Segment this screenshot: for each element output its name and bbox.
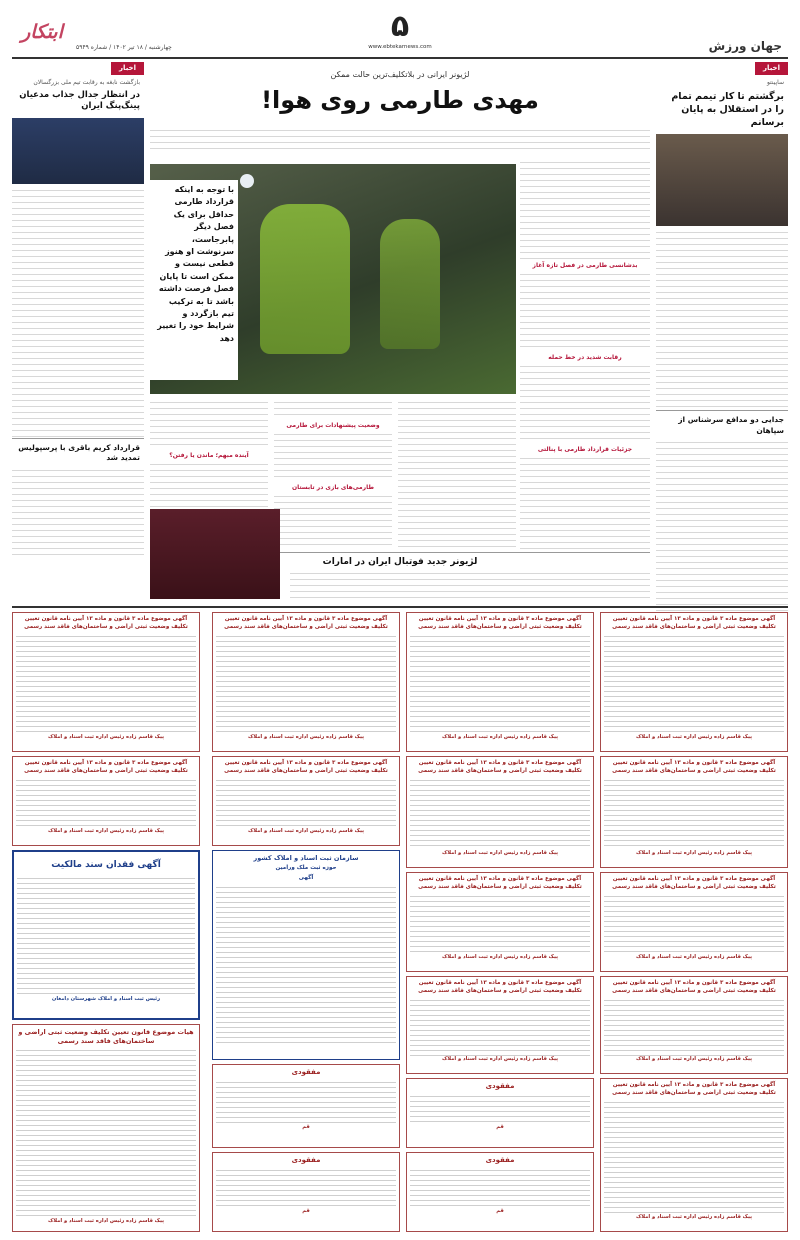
notice-subheading: حوزه ثبت ملک ورامین [275,865,337,872]
notice-footer: پیک قاسم زاده رئیس اداره ثبت اسناد و املاک [635,733,753,740]
notice-footer: پیک قاسم زاده رئیس اداره ثبت اسناد و املاک [441,849,559,856]
classifieds-section [12,612,788,1232]
left-column [12,62,144,602]
notice-heading: آگهی موضوع ماده ۳ قانون و ماده ۱۳ آیین نامه قانون تعیین تکلیف وضعیت ثبتی اراضی و ساختمان‌های فاقد سند رسمی [612,760,776,774]
notice-text [16,634,196,734]
coach-photo [656,134,788,226]
legal-notice [600,612,788,752]
notice-footer: پیک قاسم زاده رئیس اداره ثبت اسناد و املاک [247,733,365,740]
legal-notice [12,1024,200,1232]
notice-text [410,1168,590,1208]
notice-heading: آگهی موضوع ماده ۳ قانون و ماده ۱۳ آیین نامه قانون تعیین تکلیف وضعیت ثبتی اراضی و ساختمان‌های فاقد سند رسمی [224,760,388,774]
notice-footer: قم [302,1207,310,1214]
kicker: ساپینتو [766,79,784,87]
new-player-photo [150,509,280,599]
text-block [274,494,392,550]
registry-notice [212,850,400,1060]
player-figure [380,219,440,349]
legal-notice [212,612,400,752]
notice-heading: هیات موضوع قانون تعیین تکلیف وضعیت ثبتی اراضی و ساختمان‌های فاقد سند رسمی [18,1028,194,1046]
pullquote: با توجه به اینکه قرارداد طارمی حداقل برای یک فصل دیگر پابرجاست، سرنوشت او هنوز قطعی نیست و ممکن است تا پایان فصل فرصت داشته باشد تا به ترکیب تیم بازگردد و شرایط خود را تغییر دهد [150,180,238,380]
notice-text [410,778,590,850]
player-figure [260,204,350,354]
legal-notice [600,872,788,972]
notice-heading: آگهی موضوع ماده ۳ قانون و ماده ۱۳ آیین نامه قانون تعیین تکلیف وضعیت ثبتی اراضی و ساختمان‌های فاقد سند رسمی [24,616,188,630]
legal-notice [406,612,594,752]
legal-notice [600,976,788,1074]
text-block [150,400,268,450]
notice-text [216,1080,396,1124]
text-block [274,432,392,482]
notice-text [216,1168,396,1208]
lost-heading: مفقودی [291,1156,321,1164]
notice-text [410,998,590,1056]
text-col [274,400,392,548]
headline: برگشتم تا کار تیمم تمام را در استقلال به پایان برسانم [671,90,784,129]
legal-notice [12,612,200,752]
masthead-logo: ابتکار [21,21,63,43]
notice-heading: آگهی موضوع ماده ۳ قانون و ماده ۱۳ آیین نامه قانون تعیین تکلیف وضعیت ثبتی اراضی و ساختمان‌های فاقد سند رسمی [612,616,776,630]
notice-heading: آگهی فقدان سند مالکیت [51,860,161,870]
main-kicker: لژیونر ایرانی در بلاتکلیف‌ترین حالت ممکن [330,70,470,79]
notice-footer: پیک قاسم زاده رئیس اداره ثبت اسناد و املاک [441,1055,559,1062]
headline-2: قرارداد کریم باقری با پرسپولیس تمدید شد [12,438,144,465]
lead-paragraph [150,128,650,154]
subhead: بدشانسی طارمی در فصل تازه آغاز [532,262,638,269]
notice-footer: قم [496,1207,504,1214]
right-column [656,62,788,602]
page-number-block [360,10,440,56]
text-block [520,364,650,444]
text-block [290,571,650,601]
site-url: www.ebtekarnews.com [368,44,432,50]
notice-heading: آگهی موضوع ماده ۳ قانون و ماده ۱۳ آیین نامه قانون تعیین تکلیف وضعیت ثبتی اراضی و ساختمان‌های فاقد سند رسمی [612,1082,776,1096]
notice-heading: آگهی موضوع ماده ۳ قانون و ماده ۱۳ آیین نامه قانون تعیین تکلیف وضعیت ثبتی اراضی و ساختمان‌های فاقد سند رسمی [418,616,582,630]
news-tag: اخبار [755,62,788,75]
text-block [398,400,516,548]
news-tag: اخبار [111,62,144,75]
notice-tag: آگهی [298,874,314,881]
notice-heading: آگهی موضوع ماده ۳ قانون و ماده ۱۳ آیین نامه قانون تعیین تکلیف وضعیت ثبتی اراضی و ساختمان‌های فاقد سند رسمی [612,980,776,994]
notice-footer: پیک قاسم زاده رئیس اداره ثبت اسناد و املاک [247,827,365,834]
lost-heading: مفقودی [485,1082,515,1090]
main-headline: مهدی طارمی روی هوا! [261,85,539,114]
legal-notice [406,756,594,868]
main-article [150,62,650,602]
lost-notice [406,1078,594,1148]
notice-heading: آگهی موضوع ماده ۳ قانون و ماده ۱۳ آیین نامه قانون تعیین تکلیف وضعیت ثبتی اراضی و ساختمان‌های فاقد سند رسمی [224,616,388,630]
second-article [150,552,650,600]
notice-heading: آگهی موضوع ماده ۳ قانون و ماده ۱۳ آیین نامه قانون تعیین تکلیف وضعیت ثبتی اراضی و ساختمان‌های فاقد سند رسمی [418,980,582,994]
page-number: ۵ [390,9,410,44]
player-photo [12,118,144,184]
football-icon [240,174,254,188]
notice-heading: آگهی موضوع ماده ۳ قانون و ماده ۱۳ آیین نامه قانون تعیین تکلیف وضعیت ثبتی اراضی و ساختمان‌های فاقد سند رسمی [24,760,188,774]
notice-footer: پیک قاسم زاده رئیس اداره ثبت اسناد و املاک [47,827,165,834]
legal-notice [12,756,200,846]
lost-notice [212,1064,400,1148]
headline: در انتظار جدال جذاب مدعیان پینگ‌پنگ ایران [19,89,140,112]
notice-text [604,634,784,734]
text-block [520,272,650,352]
notice-text [410,1094,590,1124]
notice-text [604,998,784,1056]
article-text [12,188,144,438]
second-headline: لژیونر جدید فوتبال ایران در امارات [322,557,478,567]
subhead: آینده مبهم؛ ماندن یا رفتن؟ [169,452,249,459]
legal-notice [406,872,594,972]
text-block [520,160,650,260]
legal-notice [600,756,788,868]
header-rule [12,57,788,59]
notice-footer: پیک قاسم زاده رئیس اداره ثبت اسناد و املاک [635,1055,753,1062]
article-text-2 [12,468,144,558]
notice-footer: پیک قاسم زاده رئیس اداره ثبت اسناد و املاک [441,733,559,740]
notice-footer: قم [302,1123,310,1130]
lost-heading: مفقودی [291,1068,321,1076]
notice-footer: رئیس ثبت اسناد و املاک شهرستان دامغان [51,995,161,1002]
notice-footer: پیک قاسم زاده رئیس اداره ثبت اسناد و املاک [47,1218,165,1225]
subhead: جزئیات قرارداد طارمی با پنالتی [537,446,633,454]
lost-notice [406,1152,594,1232]
notice-heading: آگهی موضوع ماده ۳ قانون و ماده ۱۳ آیین نامه قانون تعیین تکلیف وضعیت ثبتی اراضی و ساختمان‌های فاقد سند رسمی [418,760,582,774]
ads-divider [12,606,788,608]
notice-footer: پیک قاسم زاده رئیس اداره ثبت اسناد و املاک [441,953,559,960]
notice-text [410,894,590,954]
text-block [520,456,650,551]
notice-footer: پیک قاسم زاده رئیس اداره ثبت اسناد و املاک [47,733,165,740]
notice-text [216,885,396,1045]
subhead: طارمی‌های بازی در تابستان [291,484,374,492]
legal-notice [406,976,594,1074]
text-block [274,400,392,420]
notice-text [604,894,784,954]
legal-notice [600,1078,788,1232]
issue-date: چهارشنبه / ۱۸ تیر ۱۴۰۲ / شماره ۵۹۴۹ [76,44,172,51]
notice-footer: پیک قاسم زاده رئیس اداره ثبت اسناد و املاک [635,849,753,856]
notice-text [216,634,396,734]
subhead: وضعیت پیشنهادات برای طارمی [286,422,380,429]
section-title: جهان ورزش [708,39,782,53]
notice-text [410,634,590,734]
notice-text [604,778,784,850]
notice-text [17,876,195,996]
notice-footer: قم [496,1123,504,1130]
article-text [656,230,788,410]
lost-notice [212,1152,400,1232]
subhead: رقابت شدید در خط حمله [548,354,622,362]
notice-text [604,1100,784,1214]
notice-heading: آگهی موضوع ماده ۳ قانون و ماده ۱۳ آیین نامه قانون تعیین تکلیف وضعیت ثبتی اراضی و ساختمان‌های فاقد سند رسمی [418,876,582,890]
notice-text [216,778,396,828]
notice-heading: سازمان ثبت اسناد و املاک کشور [253,854,359,862]
main-text-col-1 [520,160,650,550]
legal-notice [212,756,400,846]
notice-heading: آگهی موضوع ماده ۳ قانون و ماده ۱۳ آیین نامه قانون تعیین تکلیف وضعیت ثبتی اراضی و ساختمان‌های فاقد سند رسمی [612,876,776,890]
notice-text [16,1048,196,1218]
headline-2: جدایی دو مدافع سرشناس از سپاهان [656,410,788,437]
lost-heading: مفقودی [485,1156,515,1164]
notice-footer: پیک قاسم زاده رئیس اداره ثبت اسناد و املاک [635,953,753,960]
notice-footer: پیک قاسم زاده رئیس اداره ثبت اسناد و املاک [635,1213,753,1220]
deed-loss-notice [12,850,200,1020]
notice-text [16,778,196,828]
page-header [0,0,800,60]
kicker: بازگشت نابغه به رقابت تیم ملی بزرگسالان [33,79,140,87]
